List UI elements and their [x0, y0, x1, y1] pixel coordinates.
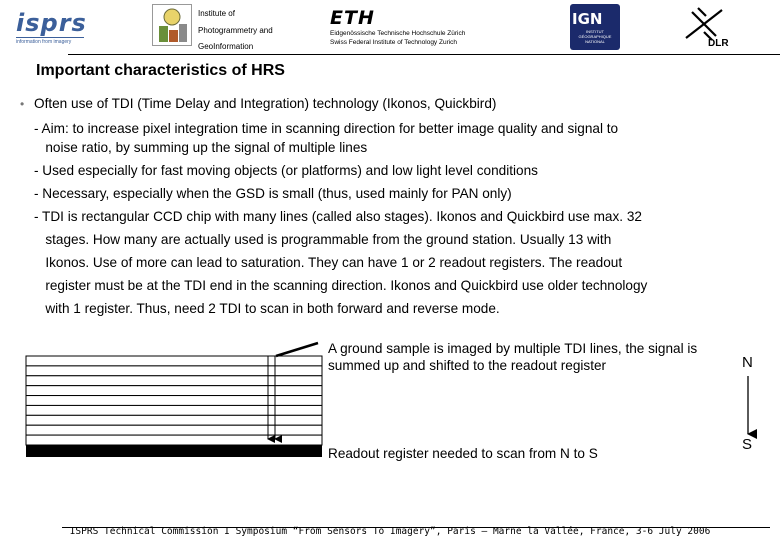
ign-logo-subtitle: INSTITUT GÉOGRAPHIQUE NATIONAL: [578, 29, 612, 44]
sub-point: - Necessary, especially when the GSD is small (thus, used mainly for PAN only): [34, 186, 512, 201]
tdi-line: [26, 405, 322, 415]
readout-register: [26, 445, 322, 457]
sub-point: with 1 register. Thus, need 2 TDI to scan in both forward and reverse mode.: [34, 301, 500, 316]
eth-name-english: Swiss Federal Institute of Technology Zurich: [330, 39, 458, 46]
isprs-logo-text: isprs: [16, 9, 87, 37]
sub-point: - Used especially for fast moving objects (or platforms) and low light level conditions: [34, 163, 538, 178]
eth-name-german: Eidgenössische Technische Hochschule Zürich: [330, 30, 466, 37]
main-bullet: Often use of TDI (Time Delay and Integration) technology (Ikonos, Quickbird): [34, 96, 497, 111]
north-label: N: [742, 354, 753, 371]
sub-point: noise ratio, by summing up the signal of multiple lines: [34, 140, 368, 155]
diagram-caption-bottom: Readout register needed to scan from N to S: [328, 446, 598, 461]
sub-point: register must be at the TDI end in the scanning direction. Ikonos and Quickbird use older technology: [34, 278, 648, 293]
ign-logo-text: IGN: [572, 10, 603, 28]
institute-line-1: Institute of: [198, 9, 235, 18]
tdi-line: [26, 376, 322, 386]
tdi-line: [26, 396, 322, 406]
ground-sample-bar: [276, 343, 318, 356]
institute-line-3: GeoInformation: [198, 42, 254, 51]
tdi-line: [26, 425, 322, 435]
sub-point-list: [34, 119, 764, 318]
sub-point: stages. How many are actually used is programmable from the ground station. Usually 13 with: [34, 232, 612, 247]
tdi-line: [26, 415, 322, 425]
header-divider: [68, 54, 780, 55]
tdi-line: [26, 435, 322, 445]
tdi-ccd-lines: [26, 356, 322, 445]
page-title: Important characteristics of HRS: [36, 62, 285, 79]
sub-point: Ikonos. Use of more can lead to saturation. They can have 1 or 2 readout registers. The readout: [34, 255, 623, 270]
sub-point: - TDI is rectangular CCD chip with many lines (called also stages). Ikonos and Quickbird use max. 32: [34, 209, 642, 224]
tdi-line: [26, 366, 322, 376]
institute-line-2: Photogrammetry and: [198, 25, 273, 35]
igp-logo-icon: [152, 4, 192, 46]
isprs-logo: [16, 9, 87, 45]
sub-point: - Aim: to increase pixel integration time in scanning direction for better image quality and signal to: [34, 121, 619, 136]
diagram-caption-top: A ground sample is imaged by multiple TDI lines, the signal is summed up and shifted to the readout register: [328, 341, 698, 373]
south-label: S: [742, 436, 753, 453]
dlr-logo-text: DLR: [708, 38, 729, 49]
isprs-tagline: information from imagery: [16, 37, 84, 45]
footer-text: ISPRS Technical Commission I Symposium “From Sensors To Imagery”, Paris – Marne la Vallée, France, 3-6 July 2006: [69, 526, 711, 537]
tdi-line: [26, 356, 322, 366]
institute-name: [198, 6, 273, 56]
tdi-line: [26, 386, 322, 396]
eth-logo: ETH: [330, 7, 375, 29]
bullet-icon: •: [20, 97, 25, 111]
dlr-logo-icon: [682, 6, 726, 42]
